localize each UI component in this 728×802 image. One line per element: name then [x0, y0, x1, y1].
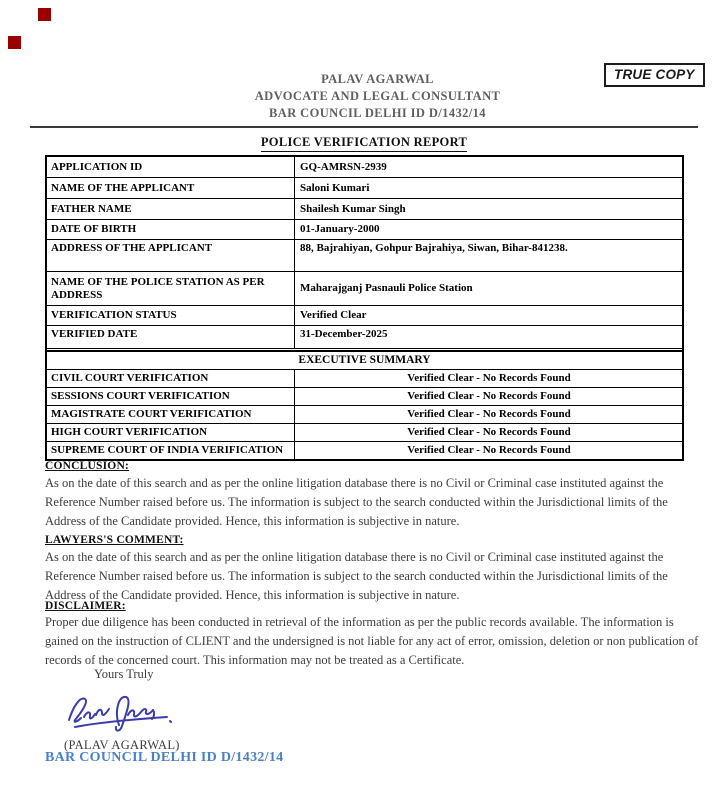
document-title: POLICE VERIFICATION REPORT: [0, 133, 728, 152]
header-divider: [30, 126, 698, 128]
row-value: Verified Clear: [300, 309, 367, 321]
row-value: 01-January-2000: [300, 223, 380, 235]
row-value: Maharajganj Pasnauli Police Station: [300, 282, 473, 294]
executive-summary-table: [45, 350, 684, 461]
row-label: ADDRESS OF THE APPLICANT: [47, 240, 295, 271]
row-value: Saloni Kumari: [300, 181, 370, 194]
row-value: Verified Clear - No Records Found: [407, 426, 571, 438]
table-row: [47, 157, 682, 177]
lawyers-comment-body: As on the date of this search and as per the online litigation database there is no Civil or Criminal case instituted against the Reference Number raised before us. The information is subject to the search conducted within the Jurisdictional limits of the Address of the Candidate provided. Hence, this information is subjective in nature.: [45, 550, 668, 602]
table-row: [47, 441, 682, 459]
red-corner-marker: [8, 36, 21, 49]
row-label: NAME OF THE POLICE STATION AS PER ADDRESS: [47, 272, 295, 305]
table-row: [47, 219, 682, 239]
row-label: SUPREME COURT OF INDIA VERIFICATION: [47, 442, 295, 459]
table-row: [47, 305, 682, 325]
row-label: CIVIL COURT VERIFICATION: [47, 370, 295, 387]
row-label: HIGH COURT VERIFICATION: [47, 424, 295, 441]
yours-truly-text: Yours Truly: [94, 667, 154, 681]
row-label: SESSIONS COURT VERIFICATION: [47, 388, 295, 405]
row-value: GQ-AMRSN-2939: [300, 160, 387, 173]
row-value: Verified Clear - No Records Found: [407, 372, 571, 384]
signature-handwritten: [64, 689, 176, 740]
bar-council-id-text: BAR COUNCIL DELHI ID D/1432/14: [45, 750, 284, 765]
row-value: 88, Bajrahiyan, Gohpur Bajrahiya, Siwan, Bihar-841238.: [300, 242, 568, 254]
row-label: MAGISTRATE COURT VERIFICATION: [47, 406, 295, 423]
row-label: VERIFIED DATE: [47, 326, 295, 348]
table-row: [47, 271, 682, 305]
table-row: [47, 198, 682, 219]
red-corner-marker: [38, 8, 51, 21]
table-row: [47, 325, 682, 348]
row-value: Verified Clear - No Records Found: [407, 390, 571, 402]
row-value: Verified Clear - No Records Found: [407, 408, 571, 420]
row-value: Shailesh Kumar Singh: [300, 202, 406, 215]
table-row: [47, 387, 682, 405]
conclusion-heading: CONCLUSION:: [45, 460, 129, 472]
advocate-designation: ADVOCATE AND LEGAL CONSULTANT: [254, 89, 501, 103]
row-value: Verified Clear - No Records Found: [407, 444, 571, 456]
row-value: 31-December-2025: [300, 328, 388, 340]
row-label: NAME OF THE APPLICANT: [47, 178, 295, 198]
table-row: [47, 369, 682, 387]
row-label: DATE OF BIRTH: [47, 220, 295, 239]
row-label: APPLICATION ID: [47, 157, 295, 177]
applicant-details-table: [45, 155, 684, 354]
true-copy-stamp: TRUE COPY: [604, 63, 705, 87]
table-row: [47, 405, 682, 423]
disclaimer-body: Proper due diligence has been conducted in retrieval of the information as per the public records available. The information is gained on the instruction of CLIENT and the undersigned is not liable for any act of error, omission, deletion or non publication of records of the concerned court. This information may not be treated as a Certificate.: [45, 615, 699, 667]
executive-summary-header: EXECUTIVE SUMMARY: [298, 354, 431, 366]
table-row: [47, 239, 682, 271]
disclaimer-heading: DISCLAIMER:: [45, 600, 126, 612]
row-label: VERIFICATION STATUS: [47, 306, 295, 325]
signer-name-text: (PALAV AGARWAL): [64, 738, 180, 752]
row-label: FATHER NAME: [47, 199, 295, 219]
signature-ink-strokes: [64, 689, 176, 735]
table-row: [47, 423, 682, 441]
table-row: [47, 177, 682, 198]
advocate-bar-council-id: BAR COUNCIL DELHI ID D/1432/14: [269, 106, 486, 120]
conclusion-body: As on the date of this search and as per the online litigation database there is no Civil or Criminal case instituted against the Reference Number raised before us. The information is subject to the search conducted within the Jurisdictional limits of the Address of the Candidate provided. Hence, this information is subjective in nature.: [45, 476, 668, 528]
lawyers-comment-heading: LAWYERS'S COMMENT:: [45, 534, 184, 546]
advocate-name: PALAV AGARWAL: [321, 72, 434, 86]
